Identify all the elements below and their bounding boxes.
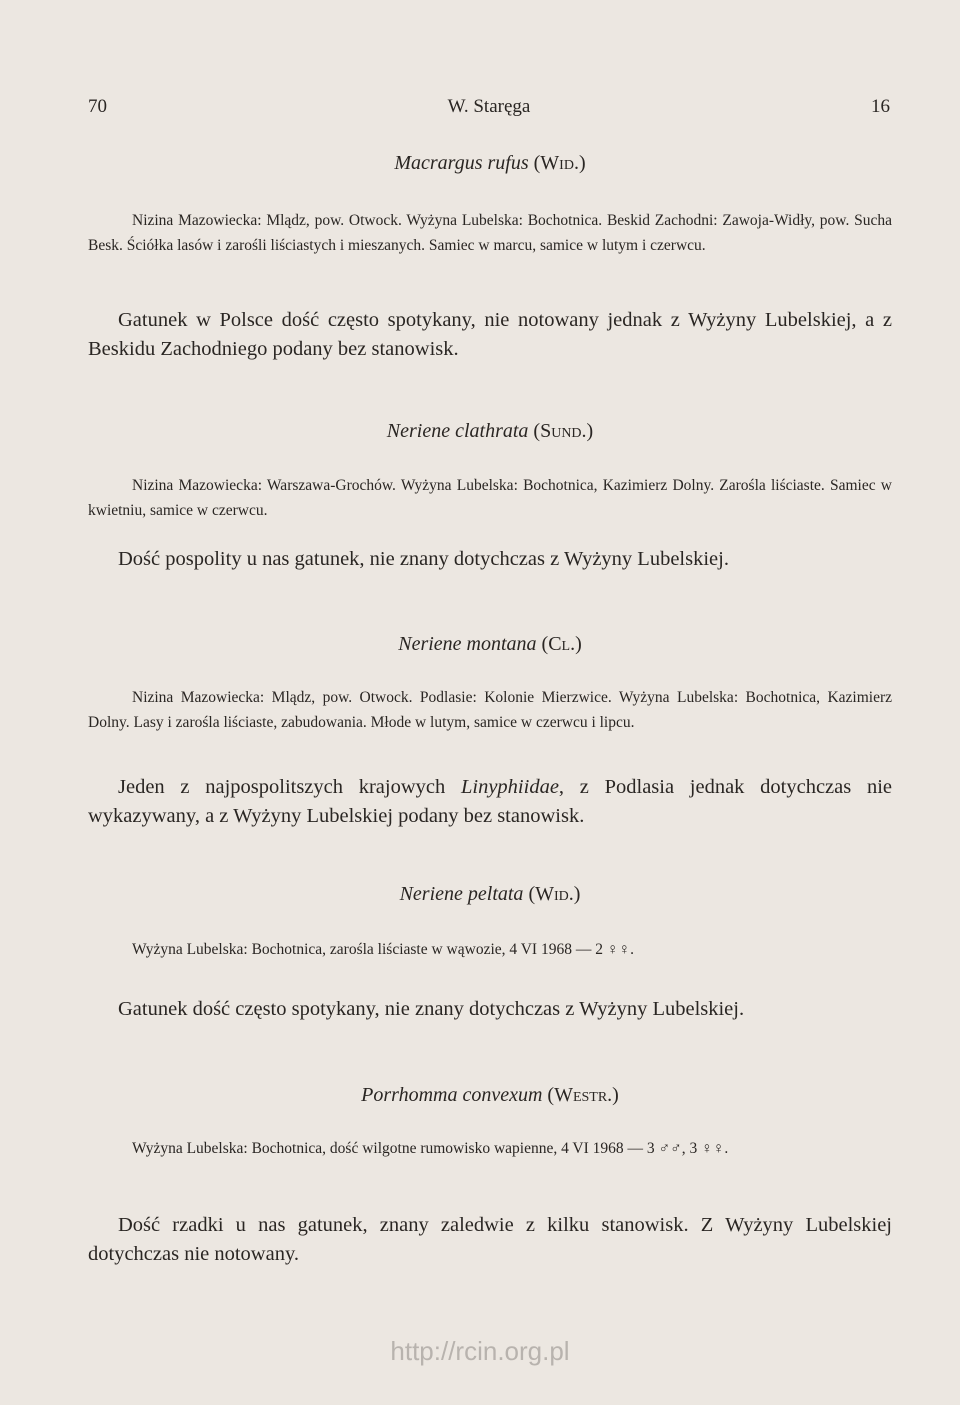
species-author: (Wid.) bbox=[528, 883, 581, 905]
comment-text: , z Podlasia jednak dotychczas nie wykazywany, a z Wyżyny Lubelskiej podany bez stanowisk. bbox=[88, 776, 892, 827]
records-paragraph: Wyżyna Lubelska: Bochotnica, dość wilgotne rumowisko wapienne, 4 VI 1968 — 3 ♂♂, 3 ♀♀. bbox=[132, 1140, 729, 1157]
species-author: (Cl.) bbox=[541, 633, 582, 655]
comment-paragraph bbox=[88, 773, 892, 831]
species-name: Neriene montana bbox=[398, 633, 537, 655]
species-name: Neriene clathrata bbox=[386, 420, 529, 442]
records-paragraph: Nizina Mazowiecka: Mlądz, pow. Otwock. Podlasie: Kolonie Mierzwice. Wyżyna Lubelska: Bochotnica, Kazimierz Dolny. Lasy i zarośla liściaste, zabudowania. Młode w lutym, samice w czerwcu i lipcu. bbox=[88, 689, 892, 731]
comment-paragraph: Dość rzadki u nas gatunek, znany zaledwie z kilku stanowisk. Z Wyżyny Lubelskiej dotychczas nie notowany. bbox=[88, 1214, 892, 1265]
page-header bbox=[88, 96, 890, 126]
comment-paragraph: Gatunek dość często spotykany, nie znany dotychczas z Wyżyny Lubelskiej. bbox=[118, 998, 745, 1020]
species-heading bbox=[88, 152, 892, 175]
species-name: Porrhomma convexum bbox=[361, 1084, 543, 1106]
records-paragraph: Nizina Mazowiecka: Warszawa-Grochów. Wyżyna Lubelska: Bochotnica, Kazimierz Dolny. Zarośla liściaste. Samiec w kwietniu, samice w czerwcu. bbox=[88, 477, 892, 519]
species-heading bbox=[88, 1084, 892, 1107]
comment-text: Jeden z najpospolitszych krajowych bbox=[118, 776, 461, 798]
running-title: W. Staręga bbox=[447, 96, 531, 117]
species-author: (Sund.) bbox=[533, 420, 594, 442]
records-paragraph: Nizina Mazowiecka: Mlądz, pow. Otwock. Wyżyna Lubelska: Bochotnica. Beskid Zachodni: Zawoja-Widły, pow. Sucha Besk. Ściółka lasów i zarośli liściastych i mieszanych. Samiec w marcu, samice w lutym i czerwcu. bbox=[88, 212, 892, 254]
species-heading bbox=[88, 883, 892, 906]
species-heading bbox=[88, 420, 892, 443]
species-name: Neriene peltata bbox=[399, 883, 524, 905]
comment-paragraph: Gatunek w Polsce dość często spotykany, nie notowany jednak z Wyżyny Lubelskiej, a z Beskidu Zachodniego podany bez stanowisk. bbox=[88, 309, 892, 360]
page-number-left: 70 bbox=[88, 96, 107, 117]
species-name: Macrargus rufus bbox=[394, 152, 529, 174]
taxon-name: Linyphiidae bbox=[460, 776, 559, 798]
page-number-right: 16 bbox=[871, 96, 890, 117]
species-author: (Westr.) bbox=[547, 1084, 619, 1106]
records-paragraph: Wyżyna Lubelska: Bochotnica, zarośla liściaste w wąwozie, 4 VI 1968 — 2 ♀♀. bbox=[132, 941, 634, 958]
comment-paragraph: Dość pospolity u nas gatunek, nie znany dotychczas z Wyżyny Lubelskiej. bbox=[118, 548, 729, 570]
footer-url: http://rcin.org.pl bbox=[390, 1336, 570, 1366]
species-author: (Wid.) bbox=[533, 152, 586, 174]
species-heading bbox=[88, 633, 892, 656]
